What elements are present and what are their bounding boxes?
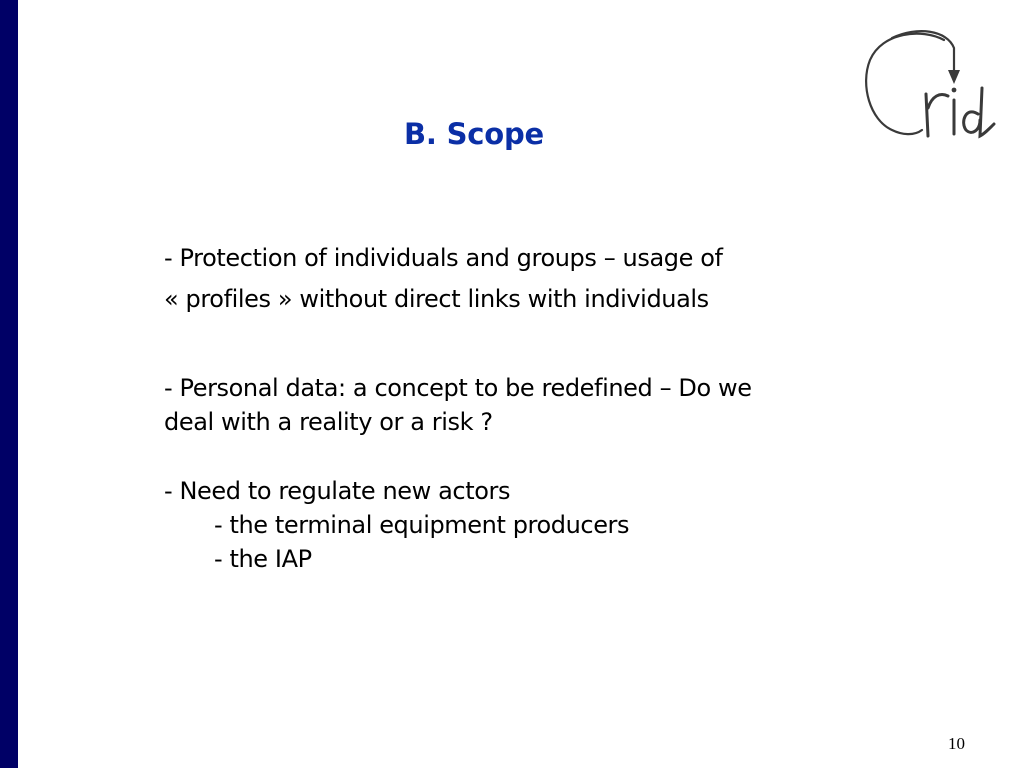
sub-bullet-line: - the IAP (214, 545, 312, 573)
bullet-protection (164, 238, 723, 320)
left-accent-bar (0, 0, 18, 768)
bullet-line: « profiles » without direct links with individuals (164, 285, 709, 313)
bullet-new-actors (164, 474, 629, 576)
bullet-line: deal with a reality or a risk ? (164, 408, 493, 436)
page-number: 10 (948, 734, 965, 753)
sub-bullet-line: - the terminal equipment producers (214, 511, 630, 539)
slide-title: B. Scope (403, 117, 545, 151)
bullet-personal-data (164, 371, 752, 439)
bullet-line: - Personal data: a concept to be redefined – Do we (164, 374, 752, 402)
bullet-line: - Protection of individuals and groups – usage of (164, 244, 723, 272)
bullet-line: - Need to regulate new actors (164, 477, 511, 505)
